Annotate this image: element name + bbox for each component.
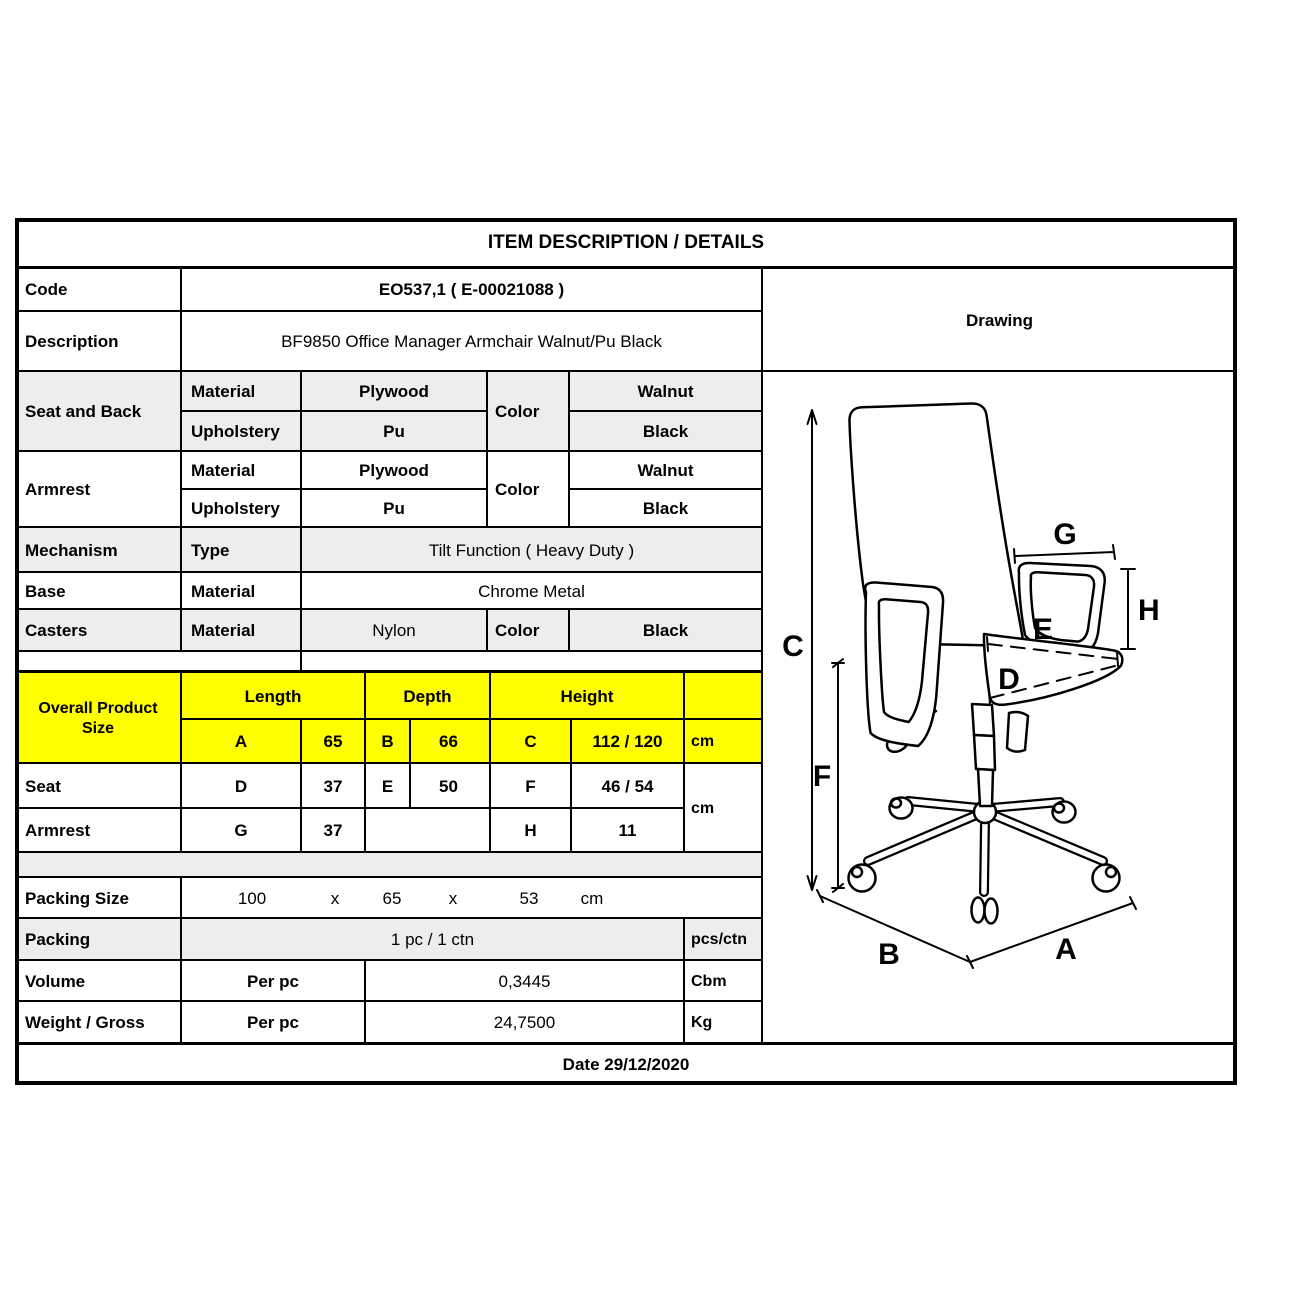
seat-and-back-material-value: Plywood xyxy=(359,382,429,402)
page-title: ITEM DESCRIPTION / DETAILS xyxy=(487,231,765,253)
seat-and-back-upholstery-value: Pu xyxy=(383,422,405,442)
base-label: Base xyxy=(25,581,66,601)
weight-unit: Kg xyxy=(691,1014,713,1031)
seat-and-back-upholstery-label: Upholstery xyxy=(191,422,280,442)
seat-d-key: D xyxy=(234,776,248,796)
overall-c-value: 112 / 120 xyxy=(592,732,663,752)
packing-size-label: Packing Size xyxy=(25,888,129,908)
seat-and-back-label: Seat and Back xyxy=(25,402,142,422)
overall-size-label-line1: Overall Product xyxy=(38,699,158,717)
armrest-dim-label: Armrest xyxy=(25,821,91,841)
dim-label-h: H xyxy=(1138,594,1160,627)
armrest-h-value: 11 xyxy=(618,821,637,841)
armrest-g-value: 37 xyxy=(323,821,343,841)
seat-e-key: E xyxy=(381,776,394,796)
base-material-value: Chrome Metal xyxy=(478,581,585,601)
packing-size-unit: cm xyxy=(580,888,604,908)
dim-label-g: G xyxy=(1053,518,1077,551)
packing-size-x2: x xyxy=(448,888,458,908)
armrest-material-color: Walnut xyxy=(637,461,694,481)
dim-label-d: D xyxy=(998,663,1020,696)
seat-f-value: 46 / 54 xyxy=(601,776,654,796)
overall-b-value: 66 xyxy=(439,732,458,752)
mechanism-type-label: Type xyxy=(191,540,230,560)
volume-unit: Cbm xyxy=(691,972,727,990)
chair-drawing xyxy=(762,372,1237,1044)
packing-size-x1: x xyxy=(330,888,340,908)
armrest-color-label: Color xyxy=(495,480,540,500)
armrest-material-label: Material xyxy=(191,461,256,481)
mechanism-type-value: Tilt Function ( Heavy Duty ) xyxy=(428,540,635,560)
armrest-h-key: H xyxy=(524,821,537,841)
description-label: Description xyxy=(25,331,119,351)
description-value: BF9850 Office Manager Armchair Walnut/Pu Black xyxy=(281,331,662,351)
overall-a-key: A xyxy=(234,732,248,752)
armrest-upholstery-label: Upholstery xyxy=(191,499,280,519)
volume-value: 0,3445 xyxy=(498,971,551,991)
depth-header: Depth xyxy=(403,686,452,706)
seat-d-value: 37 xyxy=(323,776,343,796)
seat-and-back-material-label: Material xyxy=(191,382,256,402)
casters-material-value: Nylon xyxy=(372,621,416,641)
dim-label-f: F xyxy=(812,760,832,793)
packing-size-d1: 100 xyxy=(237,888,267,908)
weight-per: Per pc xyxy=(247,1013,299,1033)
packing-size-d3: 53 xyxy=(519,888,539,908)
seat-dim-label: Seat xyxy=(25,776,61,796)
overall-unit: cm xyxy=(691,733,715,750)
weight-label: Weight / Gross xyxy=(25,1013,145,1033)
mechanism-label: Mechanism xyxy=(25,540,118,560)
seat-and-back-color-label: Color xyxy=(495,402,540,422)
seat-e-value: 50 xyxy=(439,776,458,796)
overall-c-key: C xyxy=(524,732,537,752)
seat-f-key: F xyxy=(525,776,536,796)
date-text: Date 29/12/2020 xyxy=(562,1054,690,1074)
overall-size-label xyxy=(15,673,181,764)
armrest-material-value: Plywood xyxy=(359,461,429,481)
dim-label-e: E xyxy=(1032,613,1054,646)
base-material-label: Material xyxy=(191,581,256,601)
overall-a-value: 65 xyxy=(323,732,343,752)
casters-color-label: Color xyxy=(495,621,540,641)
casters-material-label: Material xyxy=(191,621,256,641)
dim-label-a: A xyxy=(1055,933,1077,966)
dim-label-b: B xyxy=(878,938,900,971)
packing-label: Packing xyxy=(25,930,91,950)
armrest-upholstery-color: Black xyxy=(642,499,689,519)
code-value: EO537,1 ( E-00021088 ) xyxy=(378,280,565,300)
seat-and-back-material-color: Walnut xyxy=(637,382,694,402)
volume-per: Per pc xyxy=(247,971,299,991)
drawing-header: Drawing xyxy=(965,310,1034,330)
packing-unit: pcs/ctn xyxy=(691,931,748,948)
seat-and-back-upholstery-color: Black xyxy=(642,422,689,442)
packing-size-d2: 65 xyxy=(382,888,402,908)
overall-size-label-line2: Size xyxy=(81,719,114,737)
volume-label: Volume xyxy=(25,971,86,991)
height-header: Height xyxy=(560,686,614,706)
chair-adjust-knob xyxy=(1007,712,1028,752)
weight-value: 24,7500 xyxy=(493,1013,556,1033)
code-label: Code xyxy=(25,280,68,300)
length-header: Length xyxy=(244,686,302,706)
armrest-g-key: G xyxy=(234,821,248,841)
armrest-upholstery-value: Pu xyxy=(383,499,405,519)
seat-armrest-unit: cm xyxy=(691,799,715,817)
chair-gas-lift xyxy=(972,704,994,736)
packing-value: 1 pc / 1 ctn xyxy=(390,930,475,950)
casters-color-value: Black xyxy=(642,621,689,641)
dim-label-c: C xyxy=(782,630,804,663)
casters-label: Casters xyxy=(25,621,88,641)
armrest-label: Armrest xyxy=(25,480,91,500)
overall-b-key: B xyxy=(381,732,394,752)
